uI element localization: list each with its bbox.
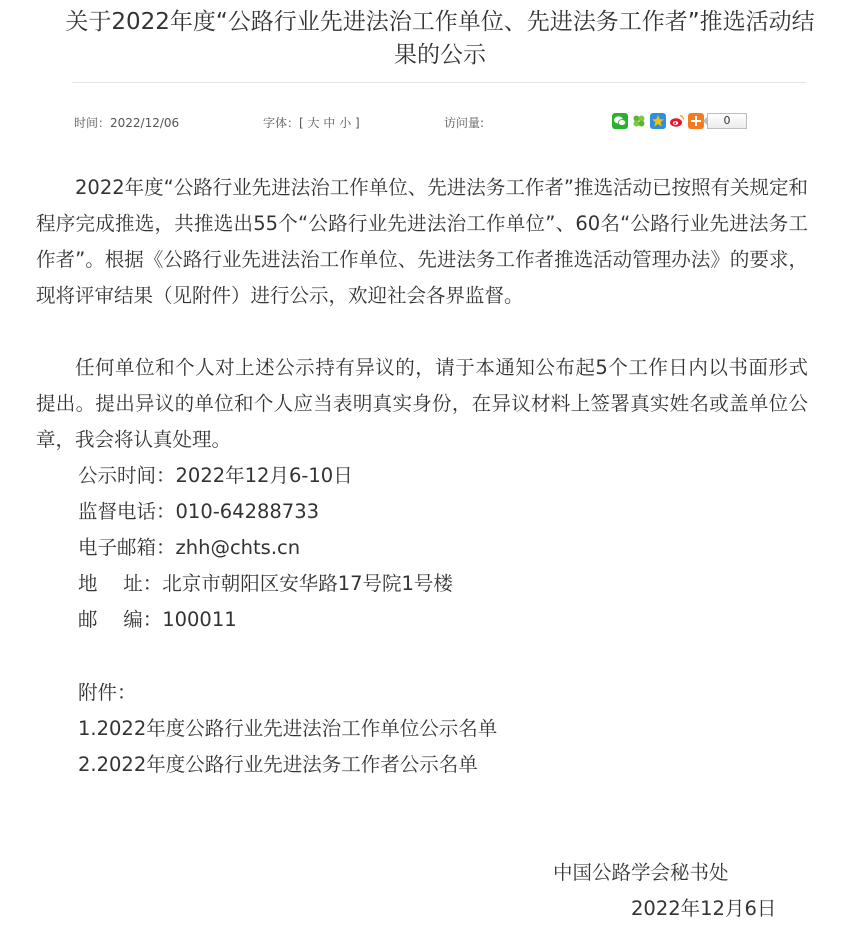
attachments-heading: 附件： bbox=[78, 681, 137, 704]
supervision-phone: 监督电话：010-64288733 bbox=[78, 500, 320, 523]
wechat-icon[interactable] bbox=[612, 113, 628, 129]
signature-organization: 中国公路学会秘书处 bbox=[553, 861, 729, 884]
font-size-bracket: ] bbox=[355, 116, 360, 130]
paragraph-announcement: 2022年度“公路行业先进法治工作单位、先进法务工作者”推选活动已按照有关规定和程序完成推选，共推选出55个“公路行业先进法治工作单位”、60名“公路行业先进法务工作者”。根据《公路行业先进法治工作单位、先进法务工作者推选活动管理办法》的要求，现将评审结果（见附件）进行公示，欢迎社会各界监督。 bbox=[36, 176, 808, 307]
postal-code: 邮 编：100011 bbox=[78, 608, 237, 631]
attachment-link-units[interactable]: 1.2022年度公路行业先进法治工作单位公示名单 bbox=[78, 717, 498, 740]
font-size-switcher bbox=[263, 115, 360, 131]
postal-address: 地 址：北京市朝阳区安华路17号院1号楼 bbox=[78, 572, 453, 595]
font-size-label: 字体：[ bbox=[263, 116, 304, 130]
publish-time: 时间：2022/12/06 bbox=[74, 116, 180, 130]
font-size-medium-button[interactable]: 中 bbox=[323, 116, 336, 130]
font-size-small-button[interactable]: 小 bbox=[339, 116, 352, 130]
more-share-icon[interactable] bbox=[688, 113, 704, 129]
share-bar bbox=[612, 113, 747, 129]
paragraph-objection: 任何单位和个人对上述公示持有异议的，请于本通知公布起5个工作日内以书面形式提出。提出异议的单位和个人应当表明真实身份，在异议材料上签署真实姓名或盖单位公章，我会将认真处理。 bbox=[36, 356, 808, 451]
pengyou-icon[interactable] bbox=[631, 113, 647, 129]
contact-email: 电子邮箱：zhh@chts.cn bbox=[78, 536, 301, 559]
title-divider bbox=[72, 82, 806, 83]
page-title: 关于2022年度“公路行业先进法治工作单位、先进法务工作者”推选活动结果的公示 bbox=[65, 9, 815, 68]
attachment-link-workers[interactable]: 2.2022年度公路行业先进法务工作者公示名单 bbox=[78, 753, 478, 776]
weibo-icon[interactable] bbox=[669, 113, 685, 129]
qzone-icon[interactable] bbox=[650, 113, 666, 129]
visit-count-label: 访问量: bbox=[444, 116, 485, 130]
publicity-period: 公示时间：2022年12月6-10日 bbox=[78, 464, 353, 487]
share-count: 0 bbox=[707, 113, 747, 129]
font-size-large-button[interactable]: 大 bbox=[307, 116, 320, 130]
signature-date: 2022年12月6日 bbox=[631, 897, 777, 920]
